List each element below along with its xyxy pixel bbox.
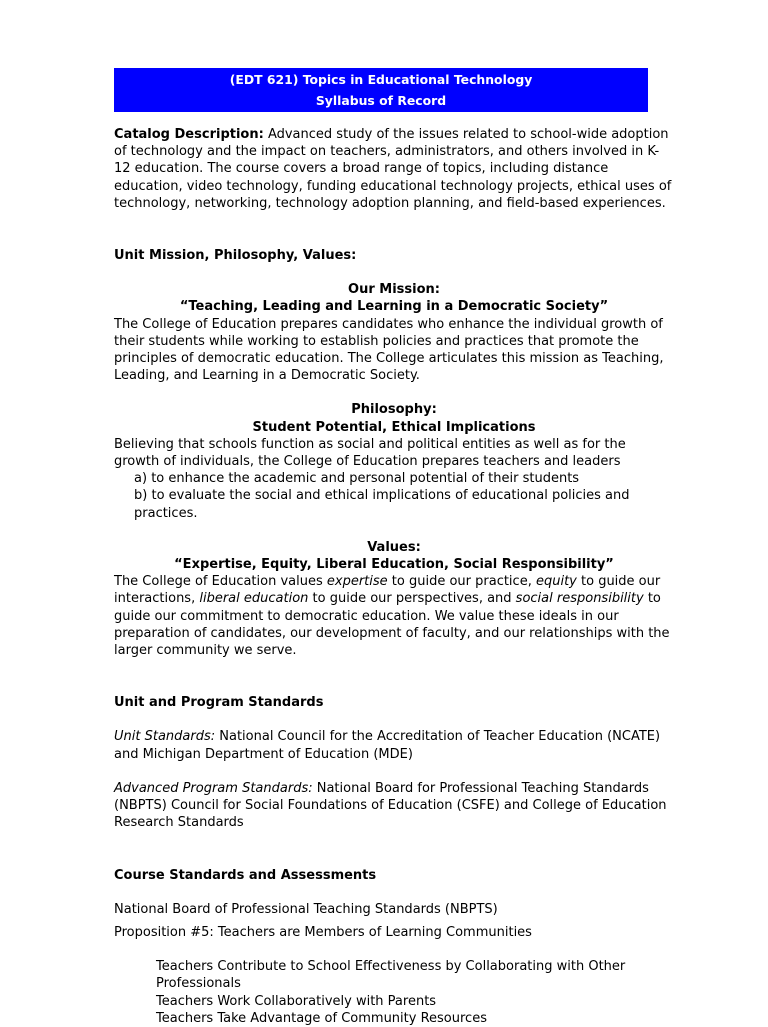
catalog-label: Catalog Description: (114, 127, 264, 142)
catalog-description (114, 126, 674, 212)
values-title: Values: (367, 539, 421, 555)
list-text: to evaluate the social and ethical implications of educational policies and practices. (134, 488, 630, 521)
values-motto: “Expertise, Equity, Liberal Education, Social Responsibility” (174, 557, 614, 573)
values-text-part: to guide our perspectives, and (308, 591, 516, 607)
list-item (134, 487, 674, 521)
unit-standards-label: Unit Standards: (114, 729, 216, 745)
advanced-standards (114, 780, 674, 832)
values-emphasis: liberal education (199, 591, 309, 607)
values-emphasis: social responsibility (515, 591, 644, 607)
list-text: to enhance the academic and personal potential of their students (151, 471, 580, 487)
proposition-line: Proposition #5: Teachers are Members of Learning Communities (114, 924, 532, 940)
list-marker: a) (134, 471, 148, 487)
unit-standards-text: National Council for the Accreditation of Teacher Education (NCATE) and Michigan Department of Education (MDE) (114, 729, 661, 762)
list-item: Teachers Work Collaboratively with Parents (156, 993, 437, 1009)
advanced-standards-label: Advanced Program Standards: (114, 780, 313, 796)
philosophy-text: Believing that schools function as social and political entities as well as for the growth of individuals, the College of Education prepares teachers and leaders (114, 436, 626, 470)
list-marker: b) (134, 488, 148, 504)
mission-text: The College of Education prepares candidates who enhance the individual growth of their students while working to establish policies and practices that promote the principles of democratic education. The College articulates this mission as Teaching, Leading, and Learning in a Democratic Society. (114, 316, 664, 384)
course-standards-heading: Course Standards and Assessments (114, 867, 377, 883)
unit-mission-heading: Unit Mission, Philosophy, Values: (114, 248, 357, 264)
list-item: Teachers Take Advantage of Community Resources (156, 1010, 487, 1026)
course-title: (EDT 621) Topics in Educational Technology (229, 72, 533, 87)
philosophy-title: Philosophy: (351, 402, 437, 418)
proposition-items (156, 958, 674, 1027)
unit-standards (114, 728, 674, 762)
list-item: Teachers Contribute to School Effectiveness by Collaborating with Other Professionals (156, 959, 626, 992)
values-text-part: to guide our interactions, (114, 574, 661, 607)
values-emphasis: equity (535, 574, 577, 590)
philosophy-list (134, 470, 674, 522)
nbpts-line: National Board of Professional Teaching Standards (NBPTS) (114, 901, 498, 917)
values-text-part: to guide our commitment to democratic education. We value these ideals in our preparation of candidates, our development of faculty, and our relationships with the larger community we serve. (114, 591, 670, 659)
list-item (134, 470, 674, 487)
title-banner (114, 68, 648, 112)
standards-heading: Unit and Program Standards (114, 695, 324, 711)
course-subtitle: Syllabus of Record (315, 93, 447, 108)
values-text (114, 573, 674, 659)
mission-title: Our Mission: (348, 282, 440, 298)
mission-motto: “Teaching, Leading and Learning in a Democratic Society” (179, 299, 609, 315)
philosophy-motto: Student Potential, Ethical Implications (252, 419, 536, 435)
values-emphasis: expertise (326, 574, 388, 590)
advanced-standards-text: National Board for Professional Teaching Standards (NBPTS) Council for Social Foundations of Education (CSFE) and College of Education Research Standards (114, 780, 667, 831)
catalog-text: Advanced study of the issues related to school-wide adoption of technology and the impact on teachers, administrators, and others involved in K-12 education. The course covers a broad range of topics, including distance education, video technology, funding educational technology projects, ethical uses of technology, networking, technology adoption planning, and field-based experiences. (114, 127, 672, 211)
values-text-part: The College of Education values (114, 574, 327, 590)
values-text-part: to guide our practice, (387, 574, 536, 590)
document-body (114, 126, 674, 1027)
